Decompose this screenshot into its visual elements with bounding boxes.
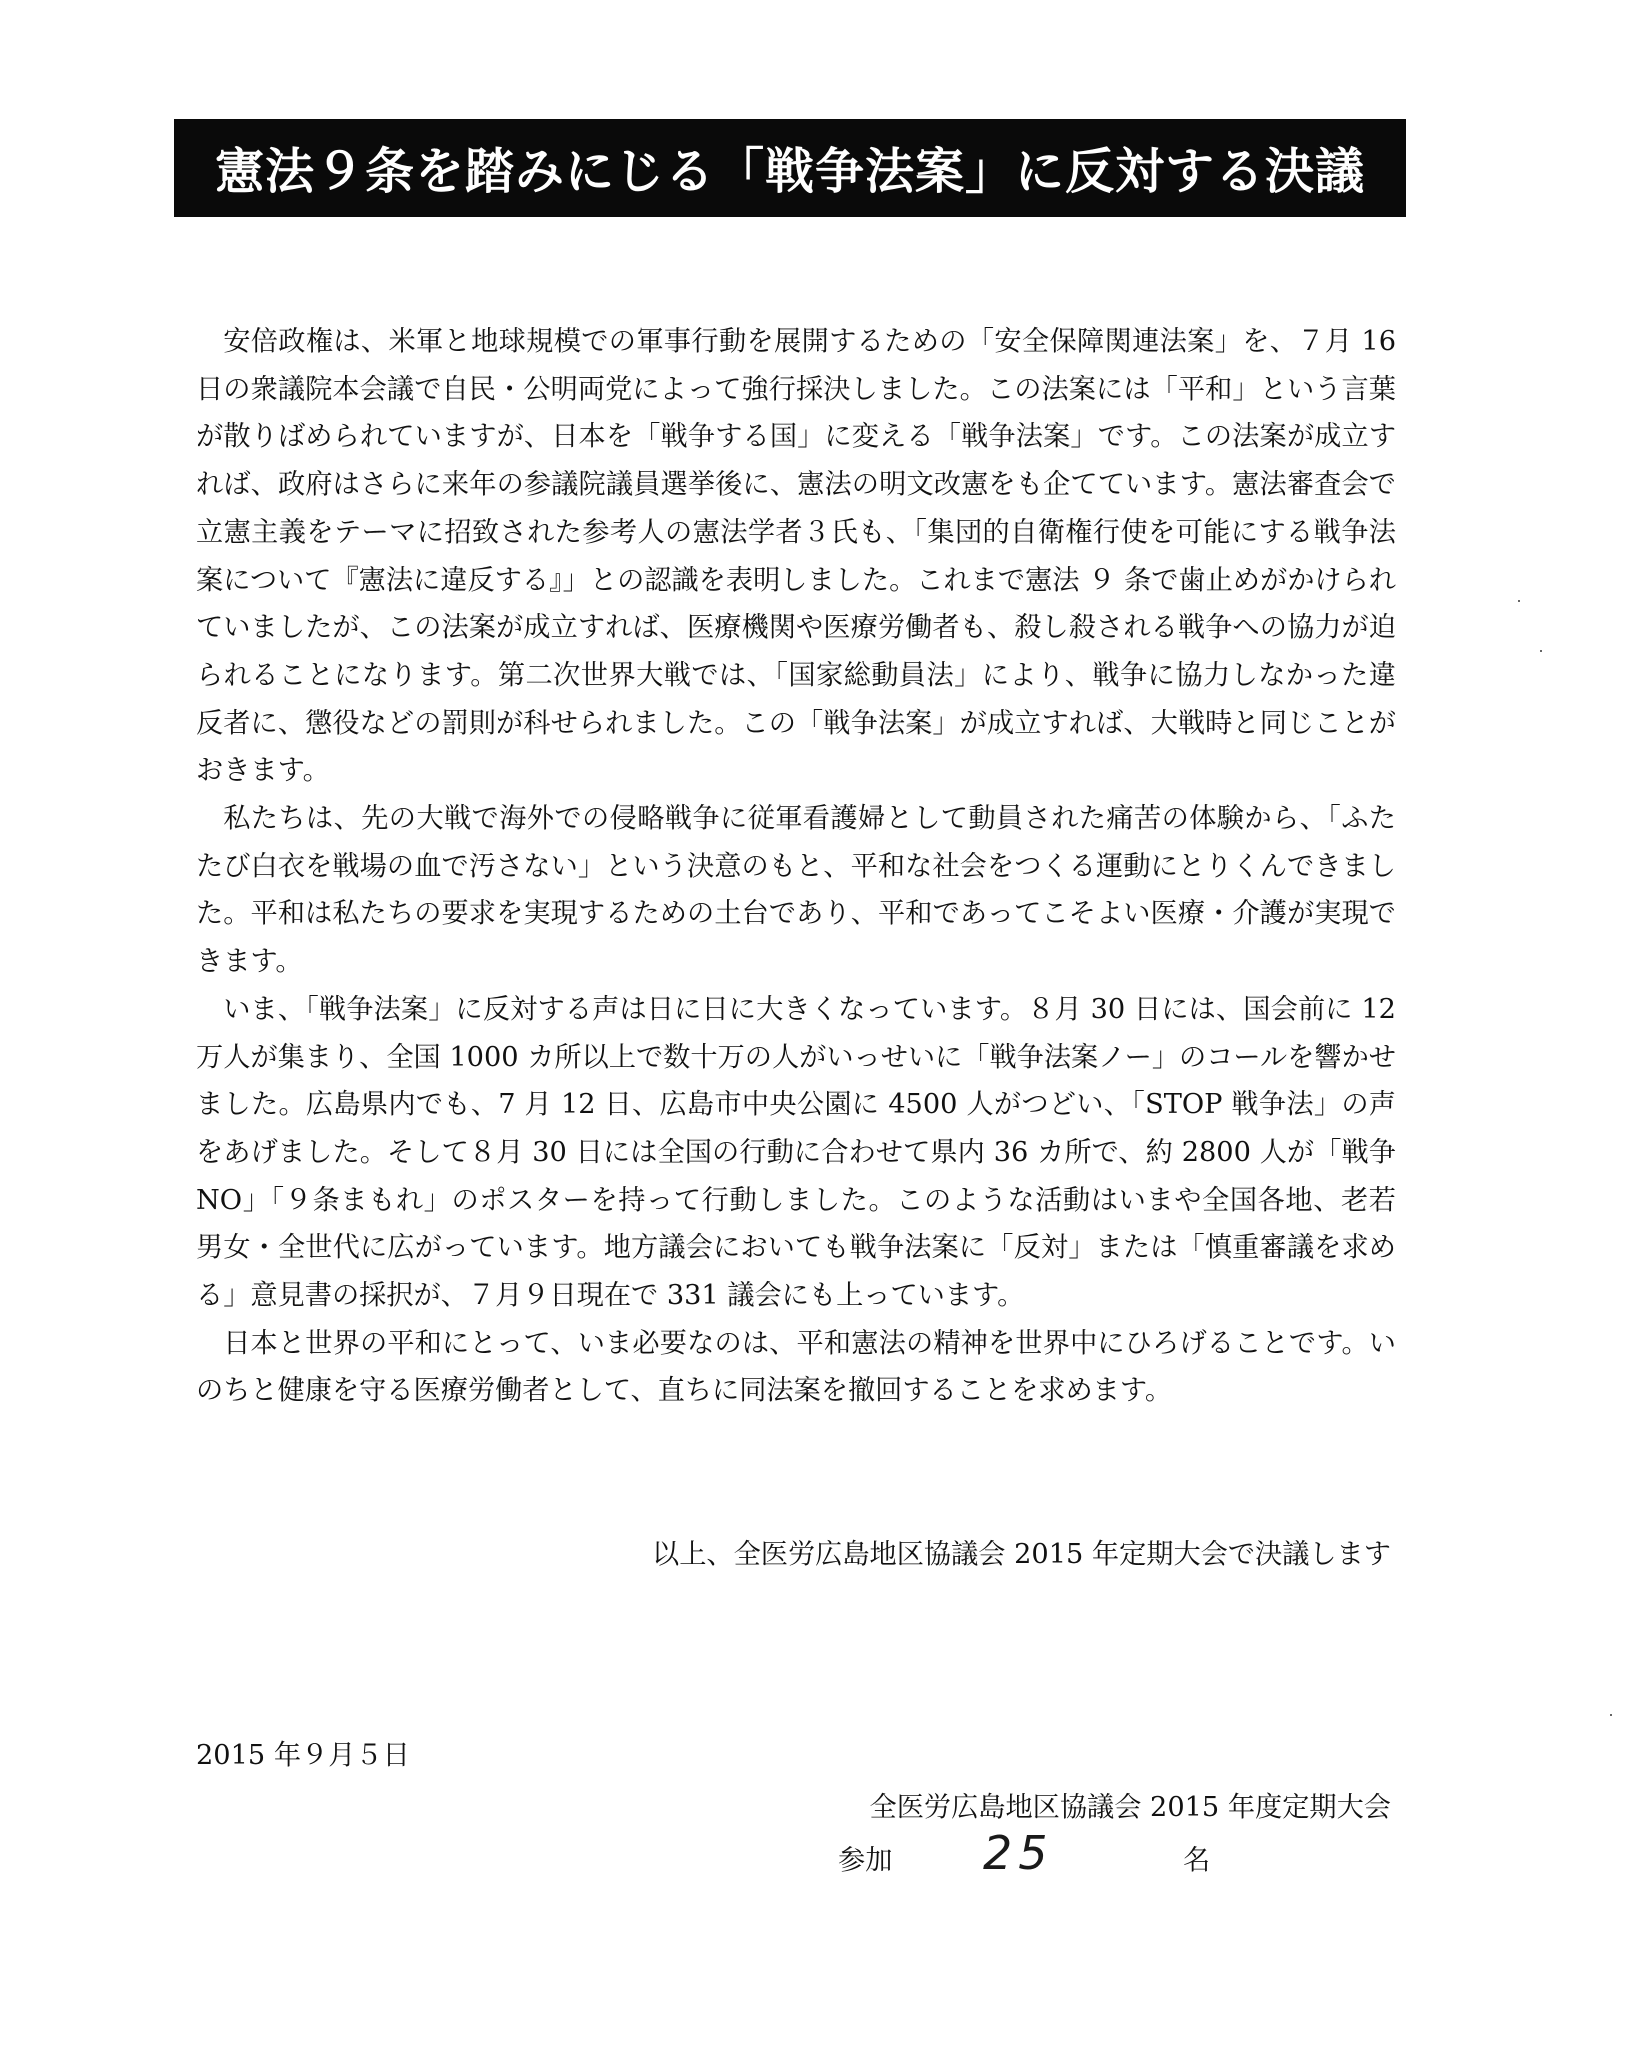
participants-line [838, 1826, 1258, 1886]
resolution-title-banner [174, 119, 1406, 217]
paragraph-4: 日本と世界の平和にとって、いま必要なのは、平和憲法の精神を世界中にひろげることです。いのちと健康を守る医療労働者として、直ちに同法案を撤回することを求めます。 [196, 1327, 1396, 1407]
paragraph-2: 私たちは、先の大戦で海外での侵略戦争に従軍看護婦として動員された痛苦の体験から、「ふたたび白衣を戦場の血で汚さない」という決意のもと、平和な社会をつくる運動にとりくんできました。平和は私たちの要求を実現するための土台であり、平和であってこそよい医療・介護が実現できます。 [196, 803, 1396, 978]
resolution-date: 2015 年９月５日 [196, 1740, 410, 1771]
paragraph-1: 安倍政権は、米軍と地球規模での軍事行動を展開するための「安全保障関連法案」を、７月 16 日の衆議院本会議で自民・公明両党によって強行採決しました。この法案には「平和」という言葉が散りばめられていますが、日本を「戦争する国」に変える「戦争法案」です。この法案が成立すれば、政府はさらに来年の参議院議員選挙後に、憲法の明文改憲をも企てています。憲法審査会で立憲主義をテーマに招致された参考人の憲法学者３氏も、「集団的自衛権行使を可能にする戦争法案について『憲法に違反する』」との認識を表明しました。これまで憲法 ９ 条で歯止めがかけられていましたが、この法案が成立すれば、医療機関や医療労働者も、殺し殺される戦争への協力が迫られることになります。第二次世界大戦では、「国家総動員法」により、戦争に協力しなかった違反者に、懲役などの罰則が科せられました。この「戦争法案」が成立すれば、大戦時と同じことがおきます。 [196, 326, 1396, 787]
resolution-body [196, 318, 1396, 1415]
scan-speck [1540, 650, 1542, 652]
participants-count: 25 [983, 1826, 1054, 1880]
scan-speck [1610, 1714, 1612, 1716]
organization-name: 全医労広島地区協議会 2015 年度定期大会 [869, 1792, 1391, 1823]
participants-unit: 名 [1183, 1845, 1211, 1876]
participants-label: 参加 [838, 1845, 893, 1876]
resolution-title: 憲法９条を踏みにじる「戦争法案」に反対する決議 [214, 143, 1365, 200]
scan-speck [1518, 600, 1520, 602]
paragraph-3: いま、「戦争法案」に反対する声は日に日に大きくなっています。８月 30 日には、国会前に 12 万人が集まり、全国 1000 カ所以上で数十万の人がいっせいに「戦争法案ノー」のコールを響かせました。広島県内でも、7 月 12 日、広島市中央公園に 4500 人がつどい、「STOP 戦争法」の声をあげました。そして８月 30 日には全国の行動に合わせて県内 36 カ所で、約 2800 人が「戦争 NO」「９条まもれ」のポスターを持って行動しました。このような活動はいまや全国各地、老若男女・全世代に広がっています。地方議会においても戦争法案に「反対」または「慎重審議を求める」意見書の採択が、７月９日現在で 331 議会にも上っています。 [196, 993, 1396, 1312]
closing-statement: 以上、全医労広島地区協議会 2015 年定期大会で決議します [652, 1539, 1391, 1570]
